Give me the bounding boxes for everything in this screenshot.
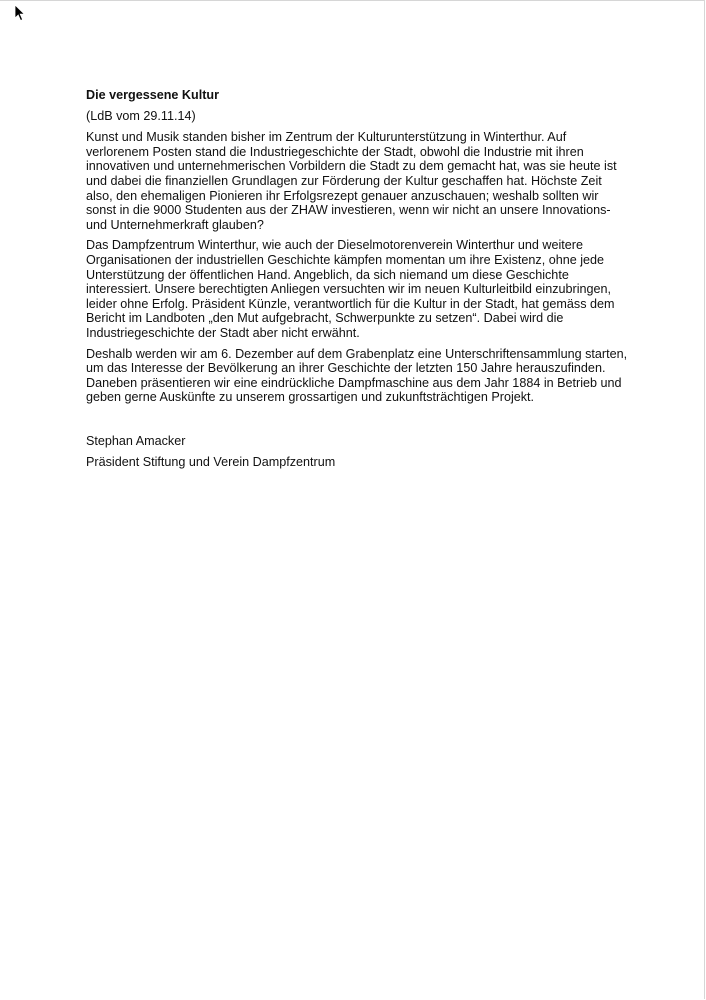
signature-role: Präsident Stiftung und Verein Dampfzentrum [86, 455, 336, 470]
letter-title: Die vergessene Kultur [86, 88, 219, 102]
source-reference: (LdB vom 29.11.14) [86, 108, 196, 123]
paragraph-2: Das Dampfzentrum Winterthur, wie auch der Dieselmotorenverein Winterthur und weitere Organisationen der industriellen Geschichte kämpfen momentan um ihre Existenz, ohne jede Unterstützung der öffentlichen Hand. Angeblich, da sich niemand um diese Geschichte interessiert. Unsere berechtigten Anliegen versuchten wir im neuen Kulturleitbild einzubringen, leider ohne Erfolg. Präsident Künzle, verantwortlich für die Kultur in der Stadt, hat gemäss dem Bericht im Landboten „den Mut aufgebracht, Schwerpunkte zu setzen“. Dabei wird die Industriegeschichte der Stadt aber nicht erwähnt. [86, 238, 615, 340]
paragraph-1: Kunst und Musik standen bisher im Zentrum der Kulturunterstützung in Winterthur. Auf verlorenem Posten stand die Industriegeschichte der Stadt, obwohl die Industrie mit ihren innovativen und unternehmerischen Vorbildern die Stadt zu dem gemacht hat, was sie heute ist und dabei die finanziellen Grundlagen zur Förderung der Kultur geschaffen hat. Höchste Zeit also, den ehemaligen Pionieren ihr Erfolgsrezept genauer anzuschauen; weshalb sollten wir sonst in die 9000 Studenten aus der ZHAW investieren, wenn wir nicht an unsere Innovations- und Unternehmerkraft glauben? [86, 130, 617, 232]
paragraph-3: Deshalb werden wir am 6. Dezember auf dem Grabenplatz eine Unterschriftensammlung starten, um das Interesse der Bevölkerung an ihrer Geschichte der letzten 150 Jahre herauszufinden. Daneben präsentieren wir eine eindrückliche Dampfmaschine aus dem Jahr 1884 in Betrieb und geben gerne Auskünfte zu unserem grossartigen und zukunftsträchtigen Projekt. [86, 346, 628, 405]
mouse-pointer-icon [14, 4, 26, 22]
signature-spacer [86, 411, 631, 434]
letter-content [86, 88, 631, 470]
signature-name: Stephan Amacker [86, 433, 186, 448]
